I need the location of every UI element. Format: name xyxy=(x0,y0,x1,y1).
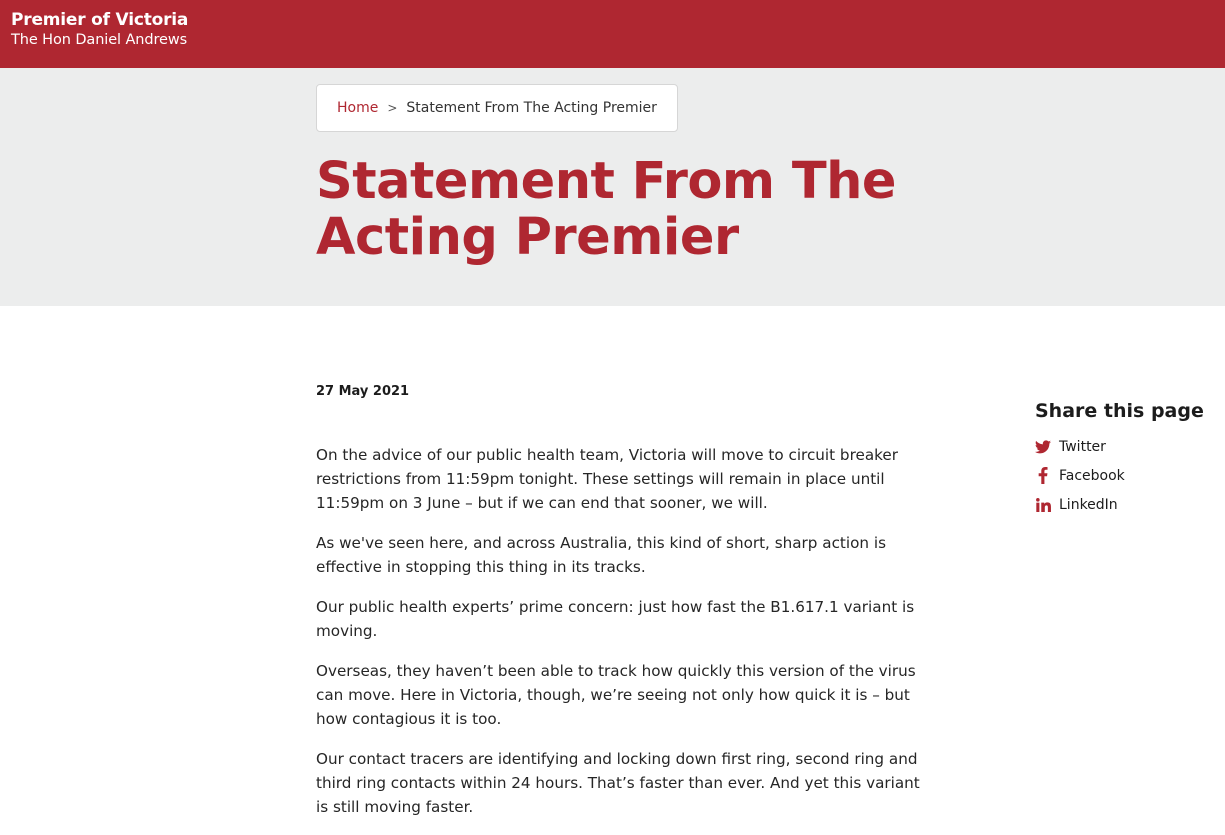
share-title: Share this page xyxy=(1035,400,1204,422)
page-hero xyxy=(0,68,1225,306)
site-subtitle: The Hon Daniel Andrews xyxy=(11,32,188,48)
article-paragraph: Our public health experts’ prime concern: just how fast the B1.617.1 variant is moving. xyxy=(316,598,915,640)
article-paragraph: Our contact tracers are identifying and locking down first ring, second ring and third ring contacts within 24 hours. That’s faster than ever. And yet this variant is still moving faster. xyxy=(316,750,920,816)
linkedin-icon xyxy=(1035,497,1051,513)
share-twitter-label: Twitter xyxy=(1059,438,1106,455)
facebook-icon xyxy=(1035,468,1051,484)
article-paragraph: As we've seen here, and across Australia, this kind of short, sharp action is effective in stopping this thing in its tracks. xyxy=(316,534,886,576)
site-logo-link[interactable] xyxy=(11,10,188,50)
share-facebook-label: Facebook xyxy=(1059,467,1125,484)
share-panel xyxy=(1035,398,1220,519)
share-linkedin-link[interactable] xyxy=(1035,490,1220,519)
site-header xyxy=(0,0,1225,68)
article-body xyxy=(316,383,920,835)
page-title: Statement From The Acting Premier xyxy=(316,152,897,267)
breadcrumb-current: Statement From The Acting Premier xyxy=(406,100,657,116)
share-twitter-link[interactable] xyxy=(1035,432,1220,461)
breadcrumb-home-link[interactable]: Home xyxy=(337,100,379,116)
breadcrumb xyxy=(316,84,678,132)
article-paragraph: Overseas, they haven’t been able to track how quickly this version of the virus can move. Here in Victoria, though, we’re seeing not only how quick it is – but how contagious it is too. xyxy=(316,662,916,728)
twitter-icon xyxy=(1035,439,1051,455)
share-linkedin-label: LinkedIn xyxy=(1059,496,1118,513)
share-facebook-link[interactable] xyxy=(1035,461,1220,490)
publish-date: 27 May 2021 xyxy=(316,384,410,399)
breadcrumb-separator: > xyxy=(387,101,398,115)
site-title: Premier of Victoria xyxy=(11,10,189,30)
article-paragraph: On the advice of our public health team, Victoria will move to circuit breaker restrictions from 11:59pm tonight. These settings will remain in place until 11:59pm on 3 June – but if we can end that sooner, we will. xyxy=(316,446,898,512)
